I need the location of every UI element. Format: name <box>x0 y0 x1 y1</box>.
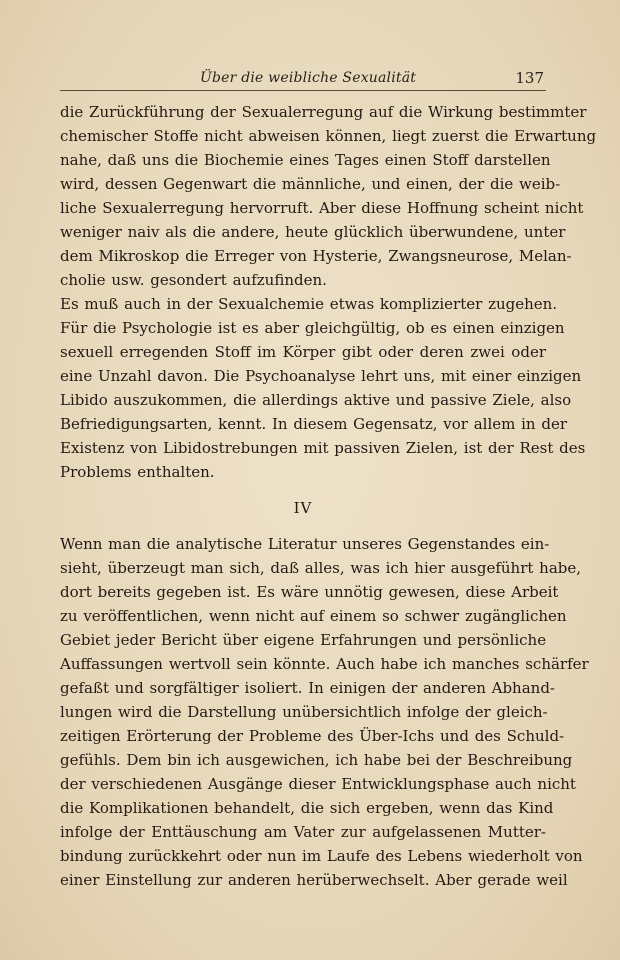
text-line: wird, dessen Gegenwart die männliche, und einen, der die weib- <box>60 175 561 193</box>
text-line: Problems enthalten. <box>60 463 215 481</box>
paragraph <box>60 532 589 892</box>
text-line: der verschiedenen Ausgänge dieser Entwicklungsphase auch nicht <box>60 775 576 793</box>
text-line: bindung zurückkehrt oder nun im Laufe des Lebens wiederholt von <box>60 847 583 865</box>
text-line: Libido auszukommen, die allerdings aktive und passive Ziele, also <box>60 391 572 409</box>
text-line: Auffassungen wertvoll sein könnte. Auch habe ich manches schärfer <box>60 655 589 673</box>
text-line: zu veröffentlichen, wenn nicht auf einem so schwer zugänglichen <box>60 607 567 625</box>
text-line: Existenz von Libidostrebungen mit passiven Zielen, ist der Rest des <box>60 439 586 457</box>
text-line: lungen wird die Darstellung unübersichtlich infolge der gleich- <box>60 703 548 721</box>
page-number: 137 <box>515 69 544 87</box>
body-text <box>60 100 597 892</box>
text-line: cholie usw. gesondert aufzufinden. <box>60 271 327 289</box>
text-line: nahe, daß uns die Biochemie eines Tages einen Stoff darstellen <box>60 151 551 169</box>
text-line: sexuell erregenden Stoff im Körper gibt oder deren zwei oder <box>60 343 546 361</box>
paragraph <box>60 100 597 292</box>
text-line: die Komplikationen behandelt, die sich ergeben, wenn das Kind <box>60 799 554 817</box>
text-line: Wenn man die analytische Literatur unseres Gegenstandes ein- <box>60 535 550 553</box>
text-line: Befriedigungsarten, kennt. In diesem Gegensatz, vor allem in der <box>60 415 568 433</box>
text-line: eine Unzahl davon. Die Psychoanalyse lehrt uns, mit einer einzigen <box>60 367 582 385</box>
running-title: Über die weibliche Sexualität <box>200 70 417 86</box>
running-head <box>60 68 546 91</box>
text-line: Es muß auch in der Sexualchemie etwas komplizierter zugehen. <box>60 295 558 313</box>
text-line: zeitigen Erörterung der Probleme des Über-Ichs und des Schuld- <box>60 727 565 745</box>
text-line: Gebiet jeder Bericht über eigene Erfahrungen und persönliche <box>60 631 547 649</box>
text-line: infolge der Enttäuschung am Vater zur aufgelassenen Mutter- <box>60 823 546 841</box>
section-heading: IV <box>293 499 313 517</box>
text-line: dem Mikroskop die Erreger von Hysterie, Zwangsneurose, Melan- <box>60 247 572 265</box>
text-line: liche Sexualerregung hervorruft. Aber diese Hoffnung scheint nicht <box>60 199 584 217</box>
text-line: gefaßt und sorgfältiger isoliert. In einigen der anderen Abhand- <box>60 679 555 697</box>
text-line: chemischer Stoffe nicht abweisen können, liegt zuerst die Erwartung <box>60 127 597 145</box>
text-line: einer Einstellung zur anderen herüberwechselt. Aber gerade weil <box>60 871 568 889</box>
text-line: weniger naiv als die andere, heute glücklich überwundene, unter <box>60 223 566 241</box>
text-line: Für die Psychologie ist es aber gleichgültig, ob es einen einzigen <box>60 319 565 337</box>
paragraph <box>60 292 586 484</box>
text-line: sieht, überzeugt man sich, daß alles, was ich hier ausgeführt habe, <box>60 559 582 577</box>
text-line: dort bereits gegeben ist. Es wäre unnötig gewesen, diese Arbeit <box>60 583 559 601</box>
text-line: gefühls. Dem bin ich ausgewichen, ich habe bei der Beschreibung <box>60 751 573 769</box>
text-line: die Zurückführung der Sexualerregung auf die Wirkung bestimmter <box>60 103 587 121</box>
